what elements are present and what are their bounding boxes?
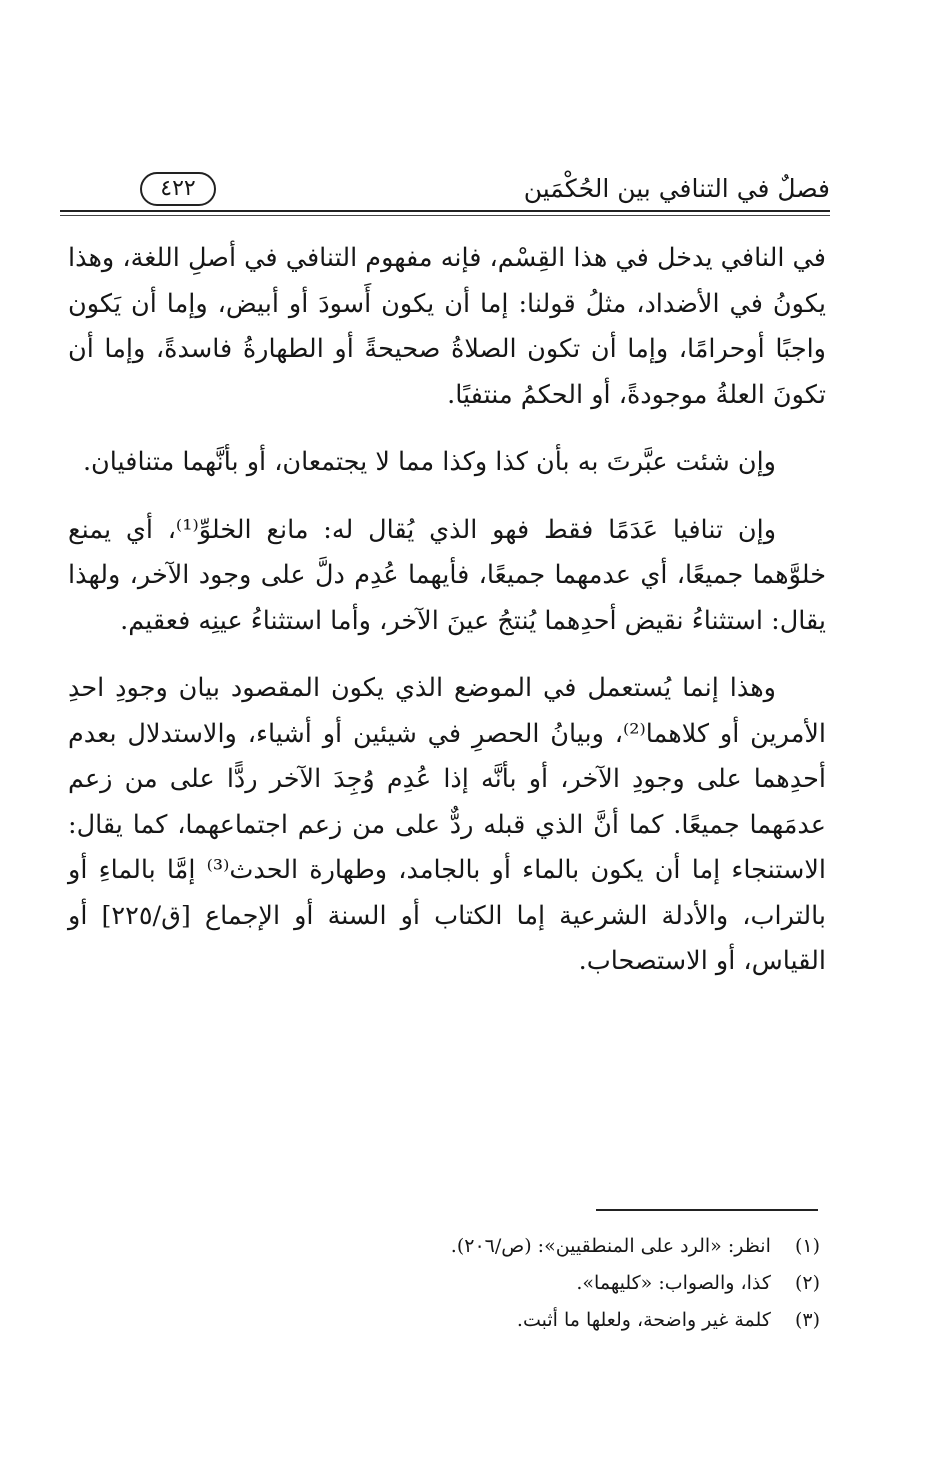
footnote-number: (٣) <box>794 1309 820 1331</box>
paragraph-3: وإن تنافيا عَدَمًا فقط فهو الذي يُقال له: مانع الخلوِّ⁽¹⁾، أي يمنع خلوَّهما جميعًا، أي عدمهما جميعًا، فأيهما عُدِم دلَّ على وجود الآخر، ولهذا يقال: استثناءُ نقيض أحدِهما يُنتجُ عينَ الآخر، وأما استثناءُ عينِه فعقيم. <box>68 514 826 636</box>
paragraph-1: في النافي يدخل في هذا القِسْم، فإنه مفهوم التنافي في أصلِ اللغة، وهذا يكونُ في الأضداد، مثلُ قولنا: إما أن يكون أَسودَ أو أبيض، وإما أن يَكون واجبًا أوحرامًا، وإما أن تكون الصلاةُ صحيحةً أو الطهارةُ فاسدةً، وإما أن تكونَ العلةُ موجودةً، أو الحكمُ منتفيًا. <box>68 243 826 410</box>
footnote-text: انظر: «الرد على المنطقيين»: (ص/٢٠٦). <box>450 1235 771 1257</box>
footnote-2 <box>300 1265 820 1302</box>
header-rule-thick <box>60 210 830 212</box>
footnote-1 <box>300 1228 820 1265</box>
footnote-3 <box>300 1302 820 1339</box>
footnote-text: كذا، والصواب: «كليهما». <box>576 1272 771 1294</box>
page-number-badge: ٤٢٢ <box>140 172 216 206</box>
footnote-number: (٢) <box>794 1272 820 1294</box>
main-text <box>68 236 826 1007</box>
footnote-number: (١) <box>794 1235 820 1257</box>
footnote-separator <box>596 1209 818 1211</box>
footnotes <box>300 1228 820 1339</box>
running-title: فصلٌ في التنافي بين الحُكْمَين <box>523 174 830 203</box>
footnote-text: كلمة غير واضحة، ولعلها ما أثبت. <box>516 1309 771 1331</box>
header-rule-thin <box>60 215 830 216</box>
paragraph-4: وهذا إنما يُستعمل في الموضع الذي يكون المقصود بيان وجودِ احدِ الأمرين أو كلاهما⁽²⁾، وبيانُ الحصرِ في شيئين أو أشياء، والاستدلال بعدم أحدِهما على وجودِ الآخر، أو بأنَّه إذا عُدِم وُجِدَ الآخر ردًّا على من زعم عدمَهما جميعًا. كما أنَّ الذي قبله ردٌّ على من زعم اجتماعهما، كما يقال: الاستنجاء إما أن يكون بالماء أو بالجامد، وطهارة الحدث⁽³⁾ إمَّا بالماءِ أو بالتراب، والأدلة الشرعية إما الكتاب أو السنة أو الإجماع [ق/٢٢٥] أو القياس، أو الاستصحاب. <box>68 673 827 976</box>
paragraph-2: وإن شئت عبَّرتَ به بأن كذا وكذا مما لا يجتمعان، أو بأنَّهما متنافيان. <box>82 447 776 477</box>
